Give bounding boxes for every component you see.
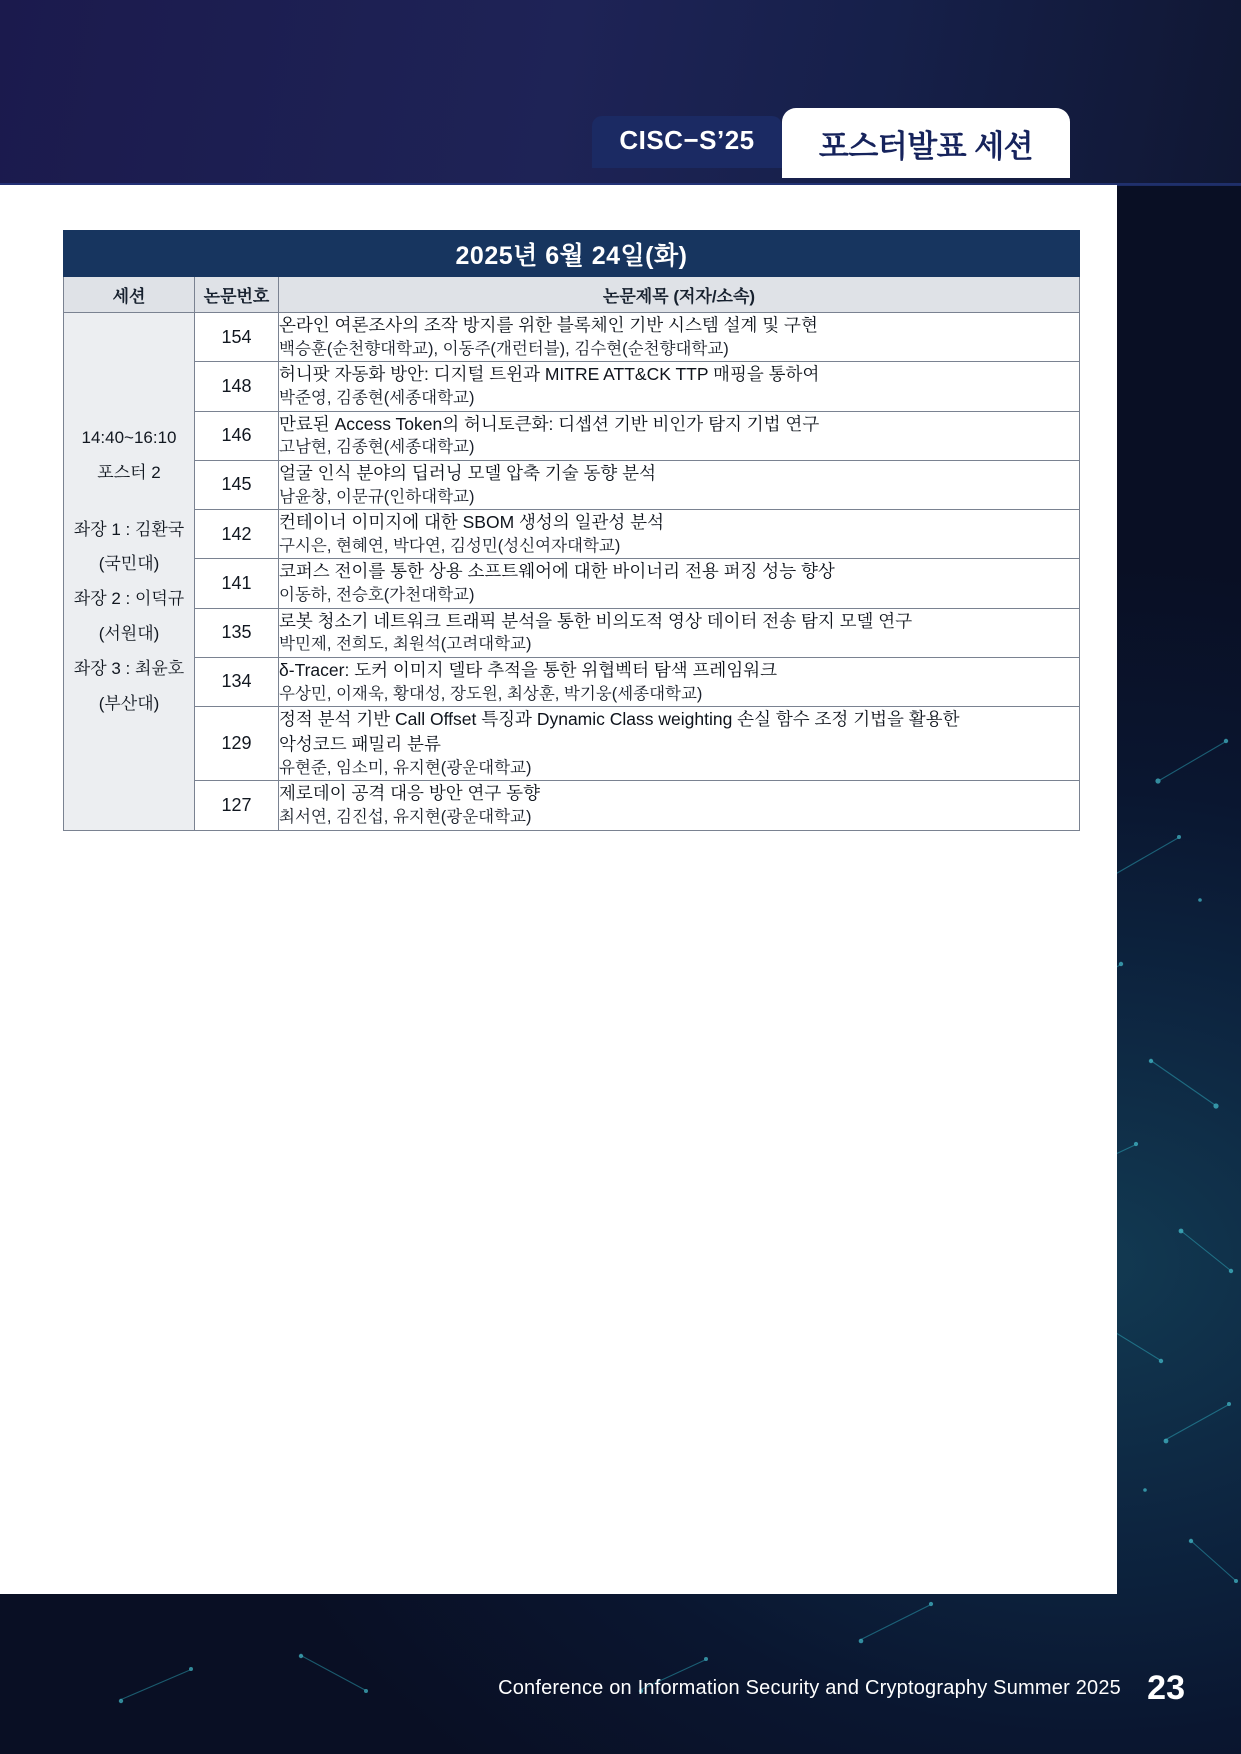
paper-title-cell — [279, 411, 1080, 460]
paper-number: 135 — [195, 608, 279, 657]
table-date-header: 2025년 6월 24일(화) — [64, 231, 1080, 277]
paper-authors: 유현준, 임소미, 유지현(광운대학교) — [279, 758, 532, 777]
session-info-cell — [64, 313, 195, 831]
paper-number: 134 — [195, 657, 279, 706]
paper-number: 148 — [195, 362, 279, 411]
table-row — [64, 559, 1080, 608]
session-chair-3: 좌장 3 : 최윤호 — [73, 658, 185, 678]
col-header-title: 논문제목 (저자/소속) — [279, 277, 1080, 313]
paper-title: 로봇 청소기 네트워크 트래픽 분석을 통한 비의도적 영상 데이터 전송 탐지 모델 연구 — [279, 610, 913, 631]
footer-conference-name: Conference on Information Security and Cryptography Summer 2025 — [498, 1677, 1121, 1699]
paper-title-cell — [279, 707, 1080, 781]
paper-authors: 백승훈(순천향대학교), 이동주(개런터블), 김수현(순천향대학교) — [279, 339, 729, 358]
table-row — [64, 411, 1080, 460]
session-chair-3-affiliation: (부산대) — [98, 693, 160, 713]
page-footer — [0, 1594, 1241, 1754]
paper-number: 129 — [195, 707, 279, 781]
paper-number: 145 — [195, 460, 279, 509]
paper-number: 146 — [195, 411, 279, 460]
table-date-header-row — [64, 231, 1080, 277]
session-chair-2: 좌장 2 : 이덕규 — [73, 589, 185, 609]
table-row — [64, 781, 1080, 830]
table-row — [64, 313, 1080, 362]
schedule-table — [63, 230, 1080, 831]
page-header — [0, 116, 1241, 186]
paper-title: 얼굴 인식 분야의 딥러닝 모델 압축 기술 동향 분석 — [279, 462, 656, 483]
col-header-paper-no: 논문번호 — [195, 277, 279, 313]
table-row — [64, 608, 1080, 657]
paper-title-cell — [279, 608, 1080, 657]
paper-title-cell — [279, 313, 1080, 362]
paper-authors: 박민제, 전희도, 최원석(고려대학교) — [279, 635, 532, 654]
paper-title-continued: 악성코드 패밀리 분류 — [279, 733, 441, 754]
paper-authors: 박준영, 김종현(세종대학교) — [279, 389, 475, 408]
session-chair-2-affiliation: (서원대) — [98, 624, 160, 644]
paper-title: 코퍼스 전이를 통한 상용 소프트웨어에 대한 바이너리 전용 퍼징 성능 향상 — [279, 561, 835, 582]
table-row — [64, 657, 1080, 706]
paper-title: δ-Tracer: 도커 이미지 델타 추적을 통한 위협벡터 탐색 프레임워크 — [279, 659, 778, 680]
paper-authors: 이동하, 전승호(가천대학교) — [279, 586, 475, 605]
conference-code-tab: CISC−S’25 — [592, 116, 782, 168]
paper-authors: 고남현, 김종현(세종대학교) — [279, 438, 475, 457]
session-chair-1-affiliation: (국민대) — [98, 554, 160, 574]
table-row — [64, 362, 1080, 411]
paper-title: 온라인 여론조사의 조작 방지를 위한 블록체인 기반 시스템 설계 및 구현 — [279, 315, 818, 335]
section-title-tab: 포스터발표 세션 — [782, 108, 1070, 178]
paper-title: 허니팟 자동화 방안: 디지털 트윈과 MITRE ATT&CK TTP 매핑을 통하여 — [279, 364, 820, 385]
paper-authors: 최서연, 김진섭, 유지현(광운대학교) — [279, 808, 532, 827]
paper-title-cell — [279, 362, 1080, 411]
paper-number: 127 — [195, 781, 279, 830]
col-header-session: 세션 — [64, 277, 195, 313]
page-number: 23 — [1147, 1669, 1185, 1707]
session-time: 14:40~16:10 — [81, 427, 177, 447]
table-row — [64, 460, 1080, 509]
session-room: 포스터 2 — [97, 462, 161, 482]
paper-number: 142 — [195, 510, 279, 559]
paper-title-cell — [279, 460, 1080, 509]
session-chair-1: 좌장 1 : 김환국 — [73, 519, 185, 539]
paper-title-cell — [279, 781, 1080, 830]
schedule-table-wrapper — [63, 230, 1079, 831]
paper-title-cell — [279, 657, 1080, 706]
paper-authors: 우상민, 이재욱, 황대성, 장도원, 최상훈, 박기웅(세종대학교) — [279, 684, 703, 703]
paper-authors: 구시은, 현혜연, 박다연, 김성민(성신여자대학교) — [279, 536, 621, 555]
table-row — [64, 510, 1080, 559]
paper-number: 141 — [195, 559, 279, 608]
paper-title-cell — [279, 510, 1080, 559]
content-sheet — [0, 185, 1117, 1594]
paper-title: 제로데이 공격 대응 방안 연구 동향 — [279, 783, 540, 804]
paper-number: 154 — [195, 313, 279, 362]
paper-title: 정적 분석 기반 Call Offset 특징과 Dynamic Class weighting 손실 함수 조정 기법을 활용한 — [279, 709, 960, 730]
table-column-header-row — [64, 277, 1080, 313]
paper-title-cell — [279, 559, 1080, 608]
paper-authors: 남윤창, 이문규(인하대학교) — [279, 487, 475, 506]
table-row — [64, 707, 1080, 781]
paper-title: 컨테이너 이미지에 대한 SBOM 생성의 일관성 분석 — [279, 512, 664, 533]
paper-title: 만료된 Access Token의 허니토큰화: 디셉션 기반 비인가 탐지 기법 연구 — [279, 413, 820, 434]
